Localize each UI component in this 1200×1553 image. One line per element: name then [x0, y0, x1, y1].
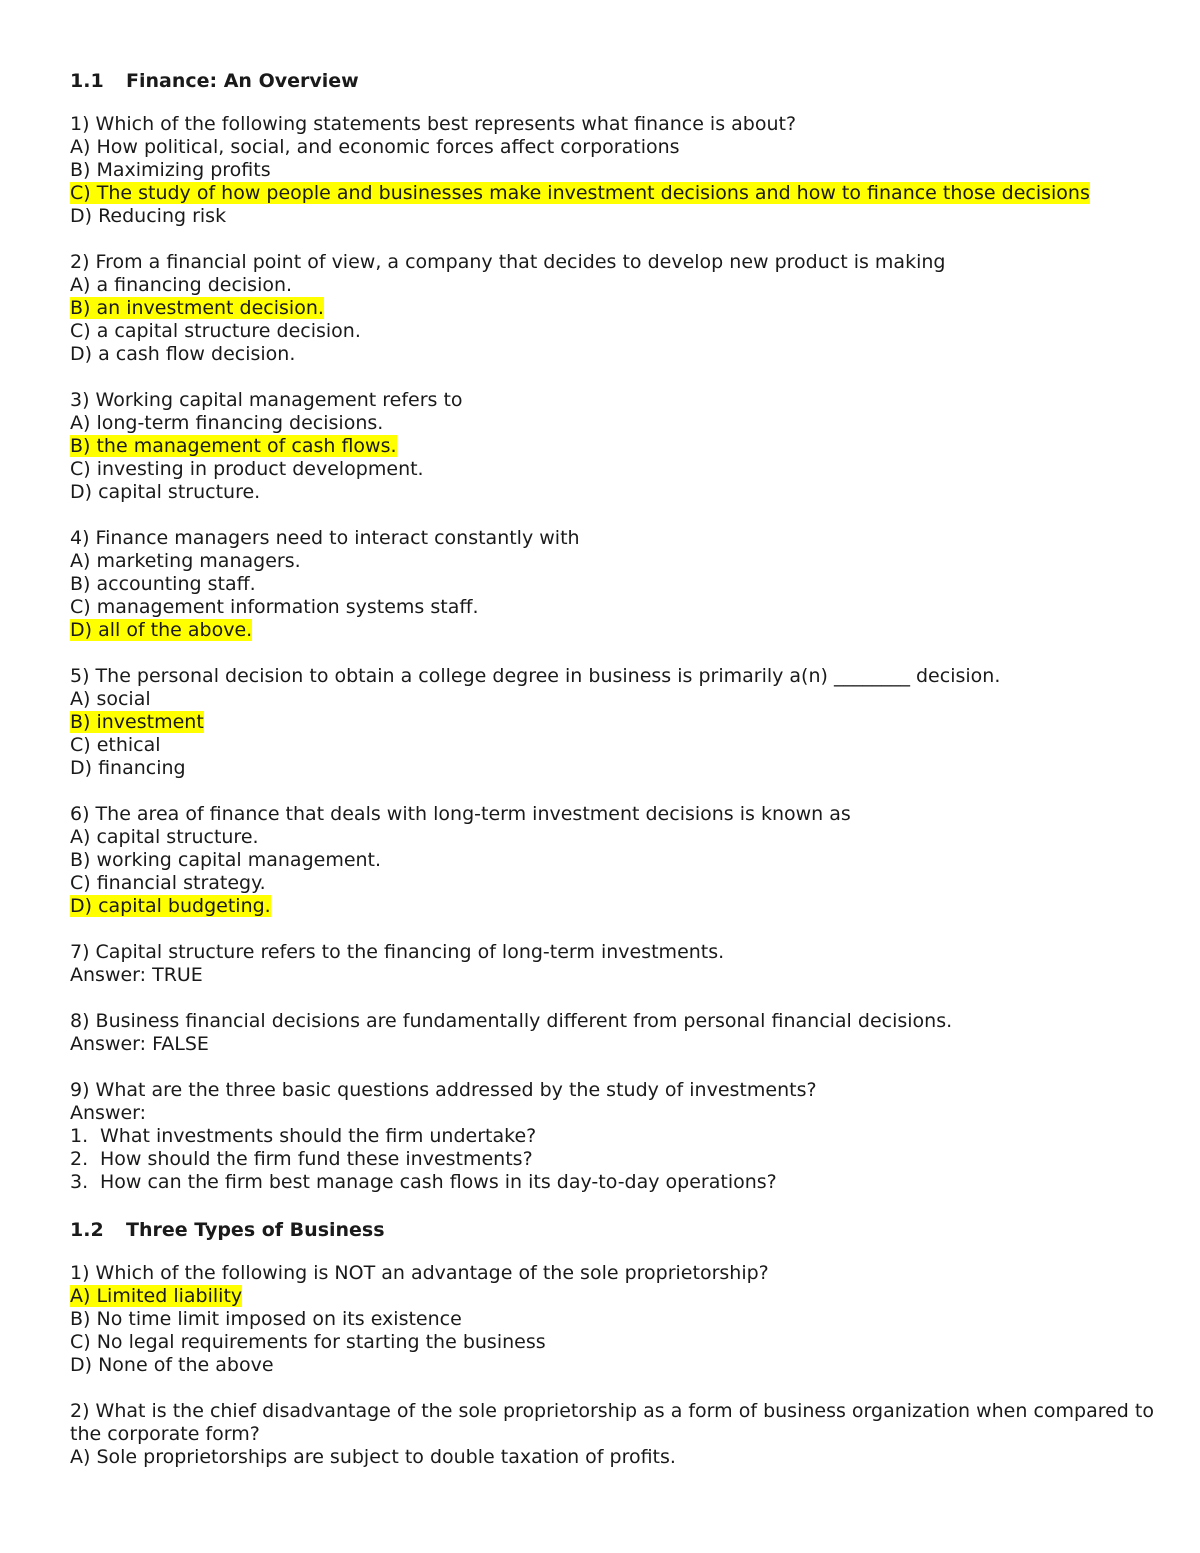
question-stem: 1) Which of the following statements best represents what finance is about?: [70, 113, 797, 135]
question: [70, 113, 1170, 228]
answer-option-correct: B) investment: [70, 711, 204, 733]
answer-option-correct: B) the management of cash flows.: [70, 435, 397, 457]
answer-option: A) Sole proprietorships are subject to double taxation of profits.: [70, 1446, 676, 1468]
answer-option: A) long-term financing decisions.: [70, 412, 384, 434]
answer-list-item: 3. How can the firm best manage cash flows in its day-to-day operations?: [70, 1171, 777, 1193]
question-stem: 2) From a financial point of view, a company that decides to develop new product is making: [70, 251, 946, 273]
answer-option: B) No time limit imposed on its existence: [70, 1308, 462, 1330]
question: [70, 1010, 1170, 1056]
question-stem: 1) Which of the following is NOT an advantage of the sole proprietorship?: [70, 1262, 769, 1284]
question-stem: 8) Business financial decisions are fundamentally different from personal financial decisions.: [70, 1010, 953, 1032]
question: [70, 1079, 1170, 1194]
answer-option-correct: D) all of the above.: [70, 619, 253, 641]
answer-option: A) marketing managers.: [70, 550, 301, 572]
question: [70, 527, 1170, 642]
question-stem: 5) The personal decision to obtain a college degree in business is primarily a(n) ________ decision.: [70, 665, 1001, 687]
answer-option-correct: A) Limited liability: [70, 1285, 243, 1307]
answer-option: C) financial strategy.: [70, 872, 266, 894]
answer-option: A) How political, social, and economic forces affect corporations: [70, 136, 680, 158]
answer-option-correct: B) an investment decision.: [70, 297, 324, 319]
answer-option: A) social: [70, 688, 151, 710]
answer-option: A) capital structure.: [70, 826, 259, 848]
answer-text: Answer: FALSE: [70, 1033, 209, 1055]
answer-option: D) capital structure.: [70, 481, 261, 503]
answer-text: Answer: TRUE: [70, 964, 203, 986]
section-heading: [70, 68, 1170, 95]
question: [70, 251, 1170, 366]
answer-option: C) a capital structure decision.: [70, 320, 361, 342]
question: [70, 665, 1170, 780]
answer-option: B) accounting staff.: [70, 573, 256, 595]
section-heading: [70, 1217, 1170, 1244]
answer-option-correct: C) The study of how people and businesses make investment decisions and how to finance those decisions: [70, 182, 1090, 204]
answer-option: B) Maximizing profits: [70, 159, 271, 181]
document-page: [70, 68, 1170, 1492]
question-stem: 3) Working capital management refers to: [70, 389, 463, 411]
answer-list-item: 1. What investments should the firm undertake?: [70, 1125, 537, 1147]
answer-option: C) investing in product development.: [70, 458, 424, 480]
question: [70, 803, 1170, 918]
answer-option-correct: D) capital budgeting.: [70, 895, 271, 917]
section-number: 1.2: [70, 1219, 104, 1241]
question-stem: 2) What is the chief disadvantage of the sole proprietorship as a form of business organization when compared to the corporate form?: [70, 1400, 1154, 1445]
question: [70, 941, 1170, 987]
answer-list-item: 2. How should the firm fund these investments?: [70, 1148, 533, 1170]
answer-option: D) None of the above: [70, 1354, 274, 1376]
answer-text: Answer:: [70, 1102, 147, 1124]
question-stem: 9) What are the three basic questions addressed by the study of investments?: [70, 1079, 817, 1101]
answer-option: D) a cash flow decision.: [70, 343, 296, 365]
question-stem: 4) Finance managers need to interact constantly with: [70, 527, 580, 549]
question: [70, 1262, 1170, 1377]
question: [70, 1400, 1170, 1469]
answer-option: D) financing: [70, 757, 186, 779]
answer-option: A) a financing decision.: [70, 274, 293, 296]
question: [70, 389, 1170, 504]
answer-option: B) working capital management.: [70, 849, 382, 871]
question-stem: 7) Capital structure refers to the financing of long-term investments.: [70, 941, 725, 963]
section-number: 1.1: [70, 70, 104, 92]
answer-option: D) Reducing risk: [70, 205, 227, 227]
answer-option: C) ethical: [70, 734, 161, 756]
question-stem: 6) The area of finance that deals with long-term investment decisions is known as: [70, 803, 851, 825]
answer-option: C) No legal requirements for starting the business: [70, 1331, 546, 1353]
section-title: Three Types of Business: [126, 1219, 385, 1241]
answer-option: C) management information systems staff.: [70, 596, 479, 618]
section-title: Finance: An Overview: [126, 70, 359, 92]
